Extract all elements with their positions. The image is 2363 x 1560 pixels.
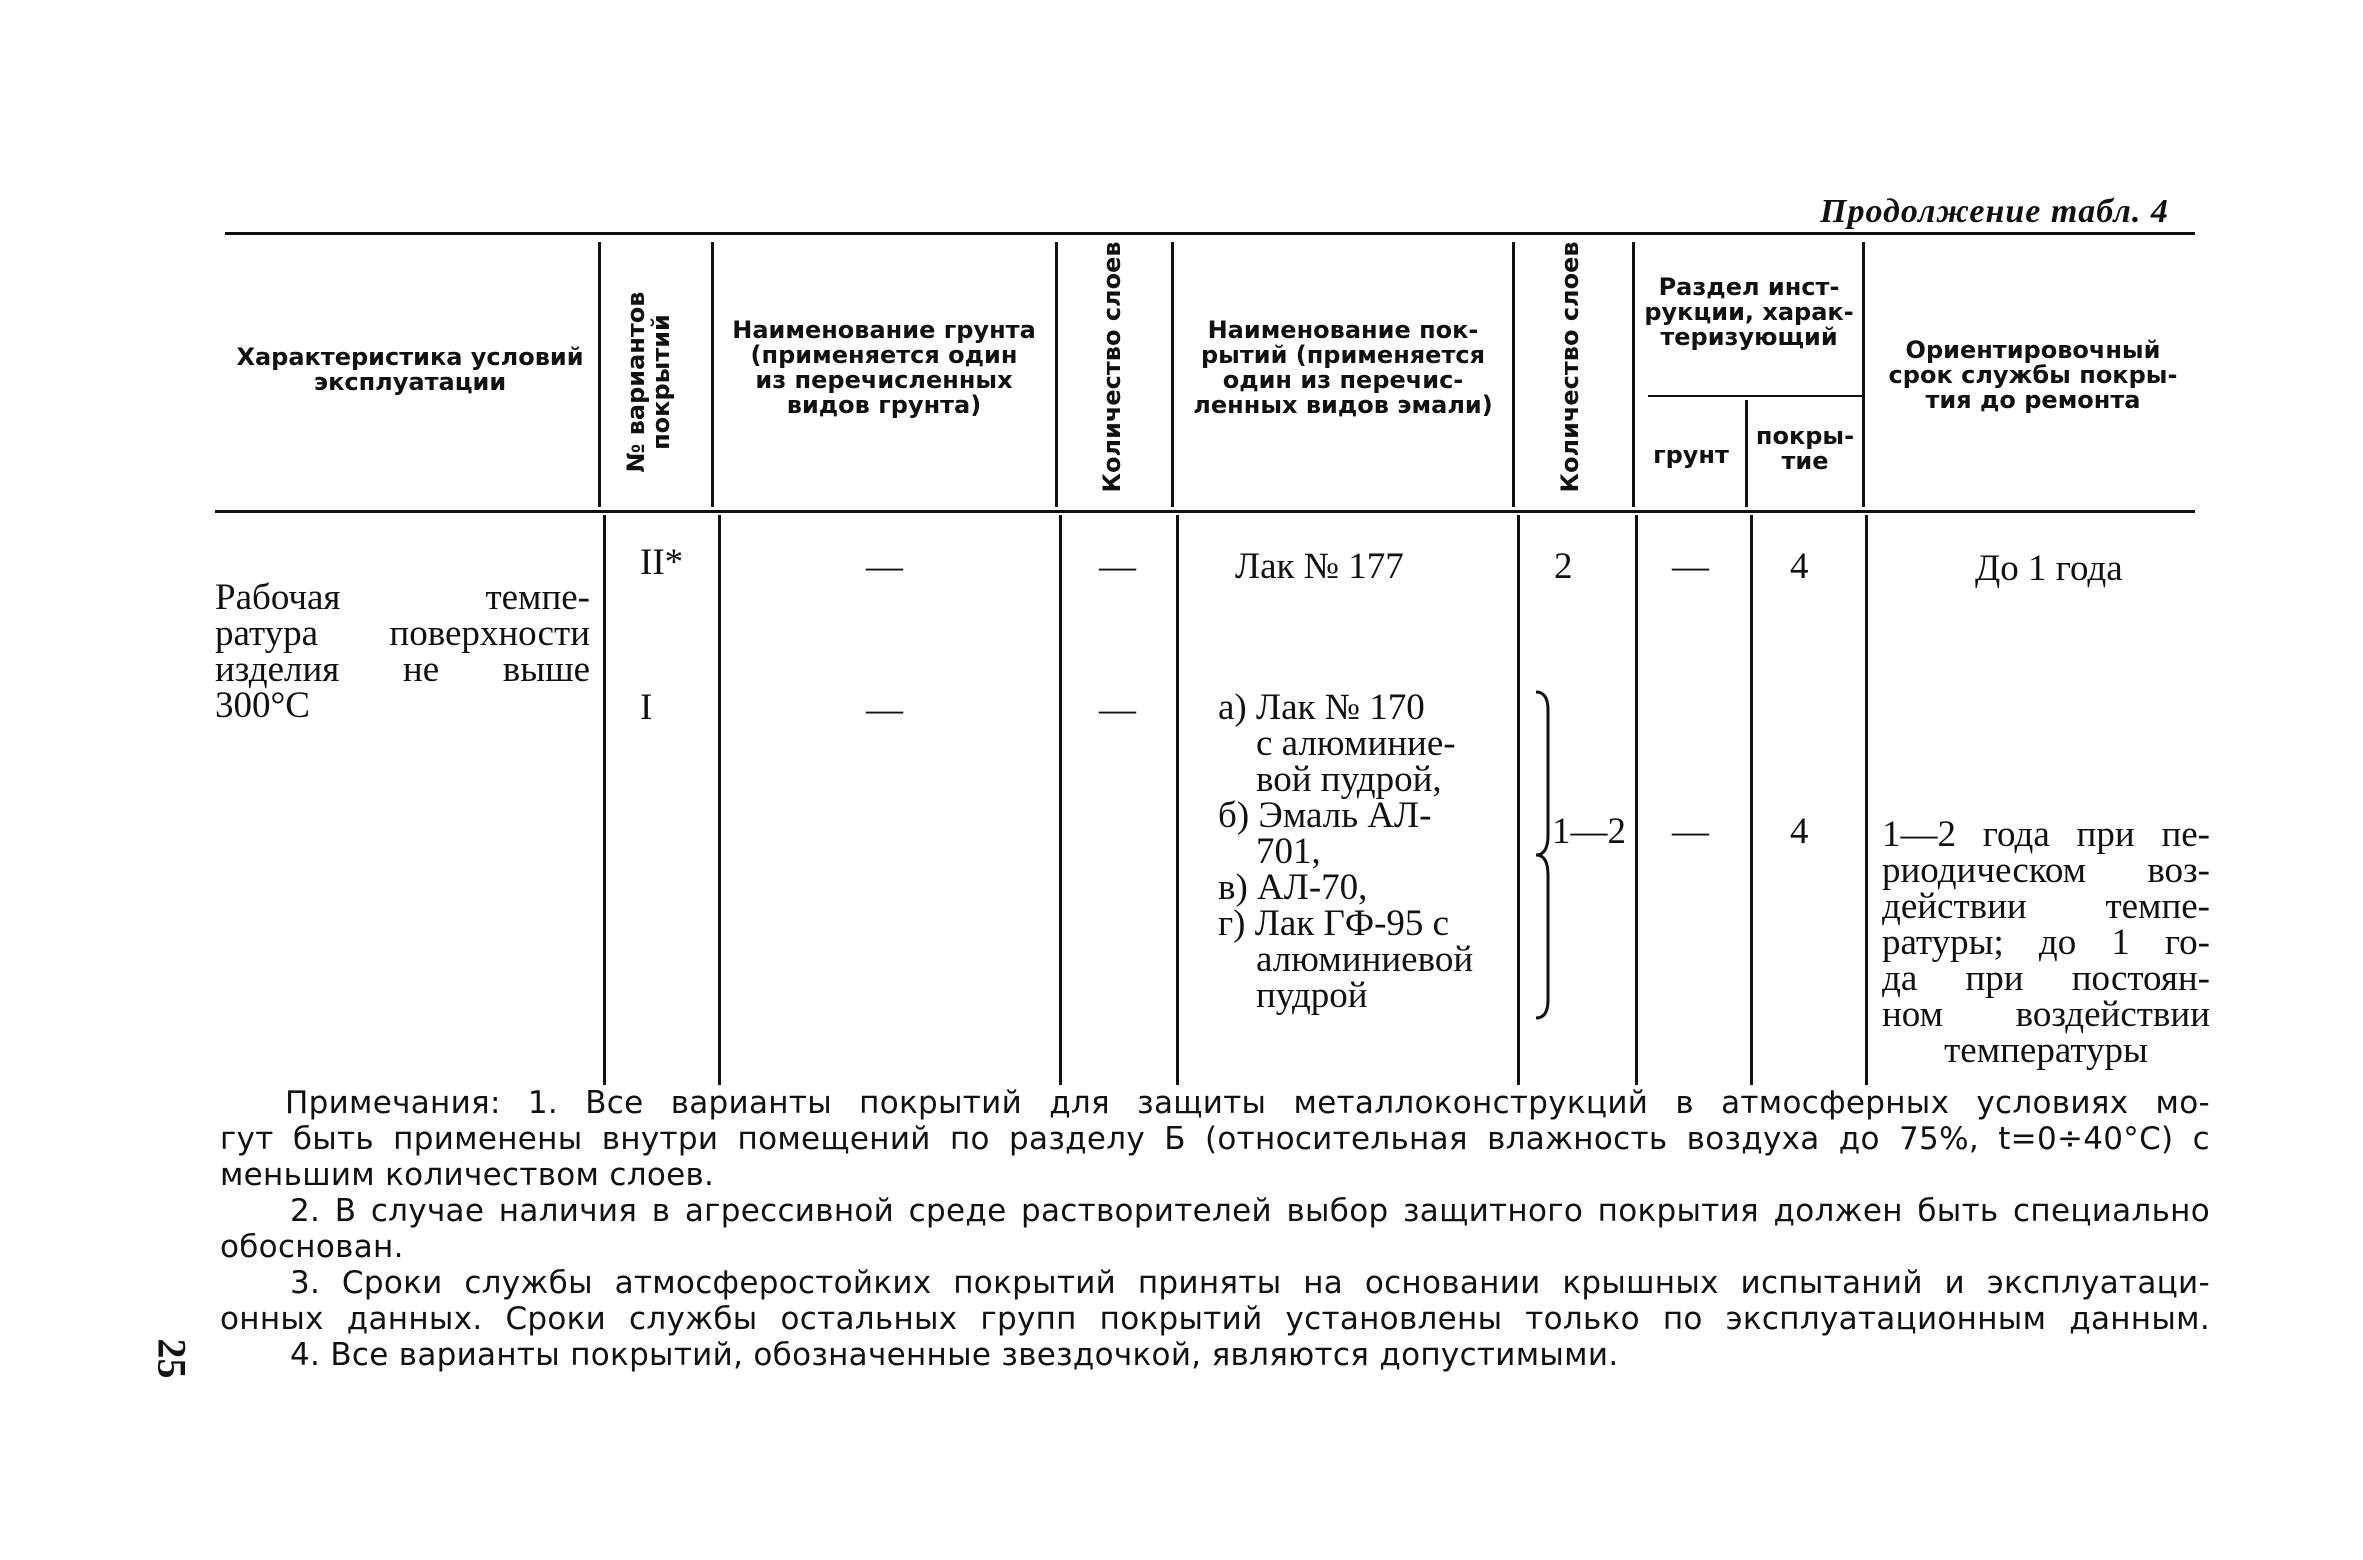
row1-section-primer: — bbox=[1672, 546, 1709, 587]
body-divider-6 bbox=[1635, 515, 1638, 1085]
row1-variant: II* bbox=[640, 542, 684, 583]
note-2-line-1: 2. В случае наличия в агрессивной среде растворителей выбор защитного покрытия должен быть специально bbox=[290, 1193, 2210, 1229]
body-divider-7 bbox=[1750, 515, 1753, 1085]
row1-primer: — bbox=[866, 546, 903, 587]
note-1-line-3: меньшим количеством слоев. bbox=[220, 1157, 715, 1193]
col-divider-6 bbox=[1632, 242, 1635, 507]
table-header-rule bbox=[215, 510, 2195, 513]
header-variant-number: № вариантов покрытий bbox=[622, 291, 675, 473]
col-divider-8 bbox=[1862, 242, 1865, 507]
body-divider-4 bbox=[1176, 515, 1179, 1085]
row2-coating: а) Лак № 170 с алюминие- вой пудрой, б) Эмаль АЛ- 701, в) АЛ-70, г) Лак ГФ-95 с алюминиевой пудрой bbox=[1218, 687, 1474, 1016]
header-coating-layers: Количество слоев bbox=[1556, 241, 1584, 493]
header-service-life: Ориентировочный срок службы покры- тия до ремонта bbox=[1888, 336, 2178, 414]
note-1-line-1: Примечания: 1. Все варианты покрытий для защиты металлоконструкций в атмосферных условиях мо- bbox=[285, 1085, 2210, 1121]
note-1-line-2: гут быть применены внутри помещений по разделу Б (относительная влажность воздуха до 75%, t=0÷40°С) с bbox=[220, 1121, 2210, 1157]
col-divider-2 bbox=[711, 242, 714, 507]
col-divider-1 bbox=[598, 242, 601, 507]
section-subheader-rule bbox=[1648, 395, 1863, 397]
row1-coating: Лак № 177 bbox=[1235, 546, 1404, 587]
row2-primer-layers: — bbox=[1099, 689, 1136, 730]
col-divider-3 bbox=[1055, 242, 1058, 507]
header-section-primer: грунт bbox=[1653, 441, 1729, 469]
page-number: 25 bbox=[149, 1338, 195, 1379]
col-divider-4 bbox=[1171, 242, 1174, 507]
row1-service-life: До 1 года bbox=[1975, 548, 2123, 589]
note-4: 4. Все варианты покрытий, обозначенные звездочкой, являются допустимыми. bbox=[290, 1337, 1619, 1373]
condition-text: Рабочая темпе- ратура поверхности изделия не выше 300°С bbox=[215, 577, 590, 726]
body-divider-1 bbox=[603, 515, 606, 1085]
header-section-coating: покры- тие bbox=[1755, 422, 1855, 475]
col-divider-5 bbox=[1512, 242, 1515, 507]
row2-section-primer: — bbox=[1672, 811, 1709, 852]
row1-coating-layers: 2 bbox=[1554, 546, 1573, 587]
curly-brace bbox=[1532, 690, 1562, 1020]
body-divider-8 bbox=[1865, 515, 1868, 1085]
body-divider-3 bbox=[1059, 515, 1062, 1085]
note-2-line-2: обоснован. bbox=[220, 1229, 404, 1265]
row2-service-life: 1—2 года при пе- риодическом воз- действии темпе- ратуры; до 1 го- да при постоян- ном воздействии температуры bbox=[1882, 814, 2210, 1071]
row2-primer: — bbox=[866, 689, 903, 730]
header-primer-name: Наименование грунта (применяется один из перечисленных видов грунта) bbox=[732, 316, 1036, 419]
row2-coating-layers: 1—2 bbox=[1552, 811, 1626, 852]
header-primer-layers: Количество слоев bbox=[1098, 241, 1126, 493]
table-caption: Продолжение табл. 4 bbox=[1820, 193, 2169, 230]
row1-primer-layers: — bbox=[1099, 546, 1136, 587]
header-instruction-section: Раздел инст- рукции, харак- теризующий bbox=[1644, 273, 1854, 351]
table-top-rule bbox=[225, 232, 2195, 235]
row2-section-coating: 4 bbox=[1790, 811, 1809, 852]
header-coating-name: Наименование пок- рытий (применяется один из перечис- ленных видов эмали) bbox=[1193, 316, 1493, 419]
notes-block bbox=[220, 1085, 2210, 1373]
header-conditions: Характеристика условий эксплуатации bbox=[236, 343, 584, 396]
row1-section-coating: 4 bbox=[1790, 546, 1809, 587]
note-3-line-1: 3. Сроки службы атмосферостойких покрытий приняты на основании крышных испытаний и эксплуатаци- bbox=[290, 1265, 2210, 1301]
note-3-line-2: онных данных. Сроки службы остальных групп покрытий установлены только по эксплуатационным данным. bbox=[220, 1301, 2210, 1337]
body-divider-2 bbox=[718, 515, 721, 1085]
row2-variant: I bbox=[640, 687, 653, 728]
